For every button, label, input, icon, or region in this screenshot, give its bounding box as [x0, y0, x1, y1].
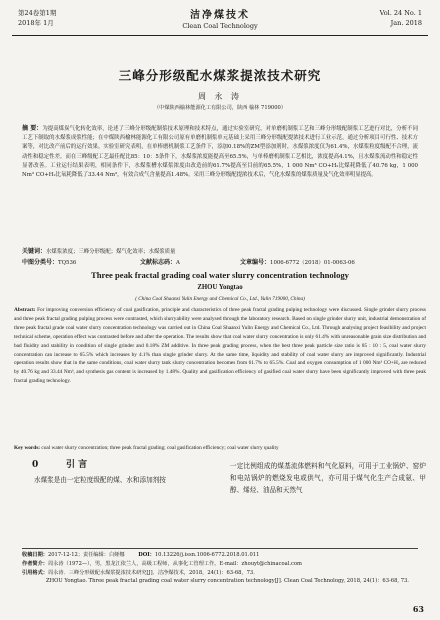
intro-paragraph-left: 水煤浆是由一定粒度级配的煤、水和添加剂按 — [34, 476, 166, 484]
footnote-received — [22, 551, 426, 560]
doc-value: A — [176, 260, 180, 266]
abstract-cn-text: 为提高煤炭气化转化效率，论述了三峰分形级配制浆技术原理和技术特点，通过实验室研究，对单磨机制浆工艺和三峰分形级配制浆工艺进行对比，分析不同工艺下制取的水煤浆成浆性能；在中煤陕西榆林能源化工有限公司原有单磨机制浆单元基础上采用三峰分形级配提浓技术进行工业示范，通过分析项目可行性、技术方案等，对比改产前后的运行效果。实验室研究表明，在单棒磨机制浆工艺条件下，添加0.18%的ZM型添加剂时，水煤浆浓度仅为61.4%，水煤浆粒度级配不合理，流动性和稳定性差。而在三峰级配工艺最佳配比85：10：5条件下，水煤浆浓度能提高至65.5%，与单棒磨机制浆工艺相比，浓度提高4.1%，且水煤浆流动性和稳定性显著改善。工业运行结果表明，相同条件下，水煤浆槽水煤浆浓度由改造前的61.7%提高至目前的65.5%，1 000 Nm³ CO+H₂比煤耗降低了40.76 kg，1 000 Nm³ CO+H₂比氧耗降低了33.44 Nm³，有效合成气含量提高1.48%。采用三峰分形级配提浓技术后，气化水煤浆的煤浆质量及气化效率明显提高。 — [22, 126, 418, 179]
footnote-bio — [22, 560, 426, 569]
header-rule — [12, 35, 428, 36]
received-value: 2017-12-12；责任编辑：白娅娜 — [47, 552, 125, 558]
affiliation-en: ( China Coal Shaanxi Yulin Energy and Chemical Co., Ltd., Yulin 719000, China) — [135, 296, 305, 302]
keywords-cn — [22, 247, 418, 257]
abstract-en-text: For improving conversion efficiency of coal gasification, principle and characteristics of three peak fractal grading pulping technology were discussed. Single grinder slurry process and three peak fractal grading pulping process were contrasted, which slurryability were analysed through the laboratory research. Based on single grinder slurry unit, industrial demonstration of three peak fractal grade coal water slurry concentration technology was carried out in China Coal Shaanxi Yulin Energy and Chemical Co., Ltd. Through analysing project feasibility and project technical scheme, operation effect was contrasted before and after the operation. The results show that coal water slurry concentration is only 61.4% with unreasonable grain size distribution and bad fluidity and stability in condition of single grinder and 0.18% ZM additive. In three peak grading process, when the best three peak particle size ratio is 85 : 10 : 5, coal water slurry concentration can increase to 65.5% which increases by 4.1% than single grinder slurry. At the same time, liquidity and stability of coal water slurry are improved significantly. Industrial operation results show that in the same conditions, coal water slurry tank slurry concentration becomes from 61.7% to 65.5%. Coal and oxygen consumption of 1 000 Nm³ CO+H₂ are reduced by 40.76 kg and 33.44 Nm³, and synthesis gas content is increased by 1.48%. Quality and gasification efficiency of gasified coal water slurry have been significantly improved with three peak fractal grading technology. — [14, 307, 426, 385]
footnote-cite-en: ZHOU Yongtao. Three peak fractal grading coal water slurry concentration technology[J]. Clean Coal Technology, 2018, 24(1)：63-68, 73. — [46, 578, 409, 585]
footnote-rule — [22, 548, 418, 549]
clc-label: 中图分类号： — [22, 259, 59, 266]
abstract-cn-label: 摘 要： — [22, 125, 43, 132]
footnote-cite-cn — [22, 569, 426, 578]
abstract-en — [14, 306, 426, 386]
bio-value: 周永涛（1972—），男，黑龙江依兰人，高级工程师，从事化工管理工作。E-mail：zhouyt@chinacoal.com — [47, 560, 302, 567]
journal-name-cn: 洁净煤技术 — [190, 10, 250, 21]
received-label: 收稿日期： — [22, 552, 48, 558]
keywords-en-text: coal water slurry concentration; three peak fractal grading; coal gasification efficiency; coal water slurry quality — [41, 445, 279, 451]
section-title: 引 言 — [66, 460, 88, 470]
bio-label: 作者简介： — [22, 560, 48, 567]
volume-issue-cn: 第24卷第1期 — [18, 9, 57, 17]
article-title-en: Three peak fractal grading coal water slurry concentration technology — [91, 270, 349, 280]
article-value: 1006-6772（2018）01-0063-06 — [270, 260, 355, 266]
document-code — [140, 257, 180, 266]
keywords-en — [14, 444, 426, 453]
doi-value: 10.13226/j.issn.1006-6772.2018.01.011 — [154, 552, 260, 558]
journal-name-en: Clean Coal Technology — [182, 22, 258, 30]
article-number — [240, 257, 355, 266]
clc-number — [22, 257, 76, 266]
keywords-cn-text: 水煤浆浓度；三峰分形级配；煤气化效率；水煤浆质量 — [46, 249, 176, 255]
author-cn: 周 永 涛 — [197, 92, 243, 101]
footnote — [22, 551, 426, 586]
clc-value: TQ536 — [58, 260, 77, 266]
date-cn: 2018年 1月 — [18, 19, 54, 27]
keywords-cn-label: 关键词： — [22, 248, 47, 255]
abstract-en-label: Abstract: — [14, 307, 36, 313]
running-header — [12, 4, 428, 34]
header-right — [380, 8, 422, 28]
date-en: Jan. 2018 — [390, 19, 422, 27]
doc-label: 文献标志码： — [140, 259, 177, 266]
page-number: 63 — [412, 604, 424, 614]
affiliation-cn: （中煤陕西榆林能源化工有限公司，陕西 榆林 719000） — [153, 105, 287, 111]
header-center — [12, 6, 428, 30]
doi-label: DOI： — [138, 552, 155, 558]
author-en: ZHOU Yongtao — [197, 284, 243, 291]
abstract-cn — [22, 124, 418, 180]
left-column — [22, 456, 216, 486]
article-label: 文章编号： — [240, 259, 271, 266]
cite-label: 引用格式： — [22, 569, 48, 576]
classification-line — [22, 257, 418, 267]
keywords-en-label: Key words: — [14, 445, 41, 451]
cite-cn-value: 周永涛．三峰分形级配水煤浆提浓技术研究[J]．洁净煤技术，2018，24(1)：63-68，73． — [47, 569, 259, 576]
section-number: 0 — [32, 460, 39, 470]
article-title-cn: 三峰分形级配水煤浆提浓技术研究 — [118, 68, 322, 83]
intro-paragraph-right: 一定比例组成的煤基流体燃料和气化原料，可用于工业锅炉、窑炉和电站锅炉的燃烧发电或供气，亦可用于煤气化生产合成氨、甲醇、烯烃、油品和天然气 — [230, 462, 426, 494]
volume-issue-en: Vol. 24 No. 1 — [379, 9, 422, 17]
section-heading-intro — [32, 456, 216, 474]
